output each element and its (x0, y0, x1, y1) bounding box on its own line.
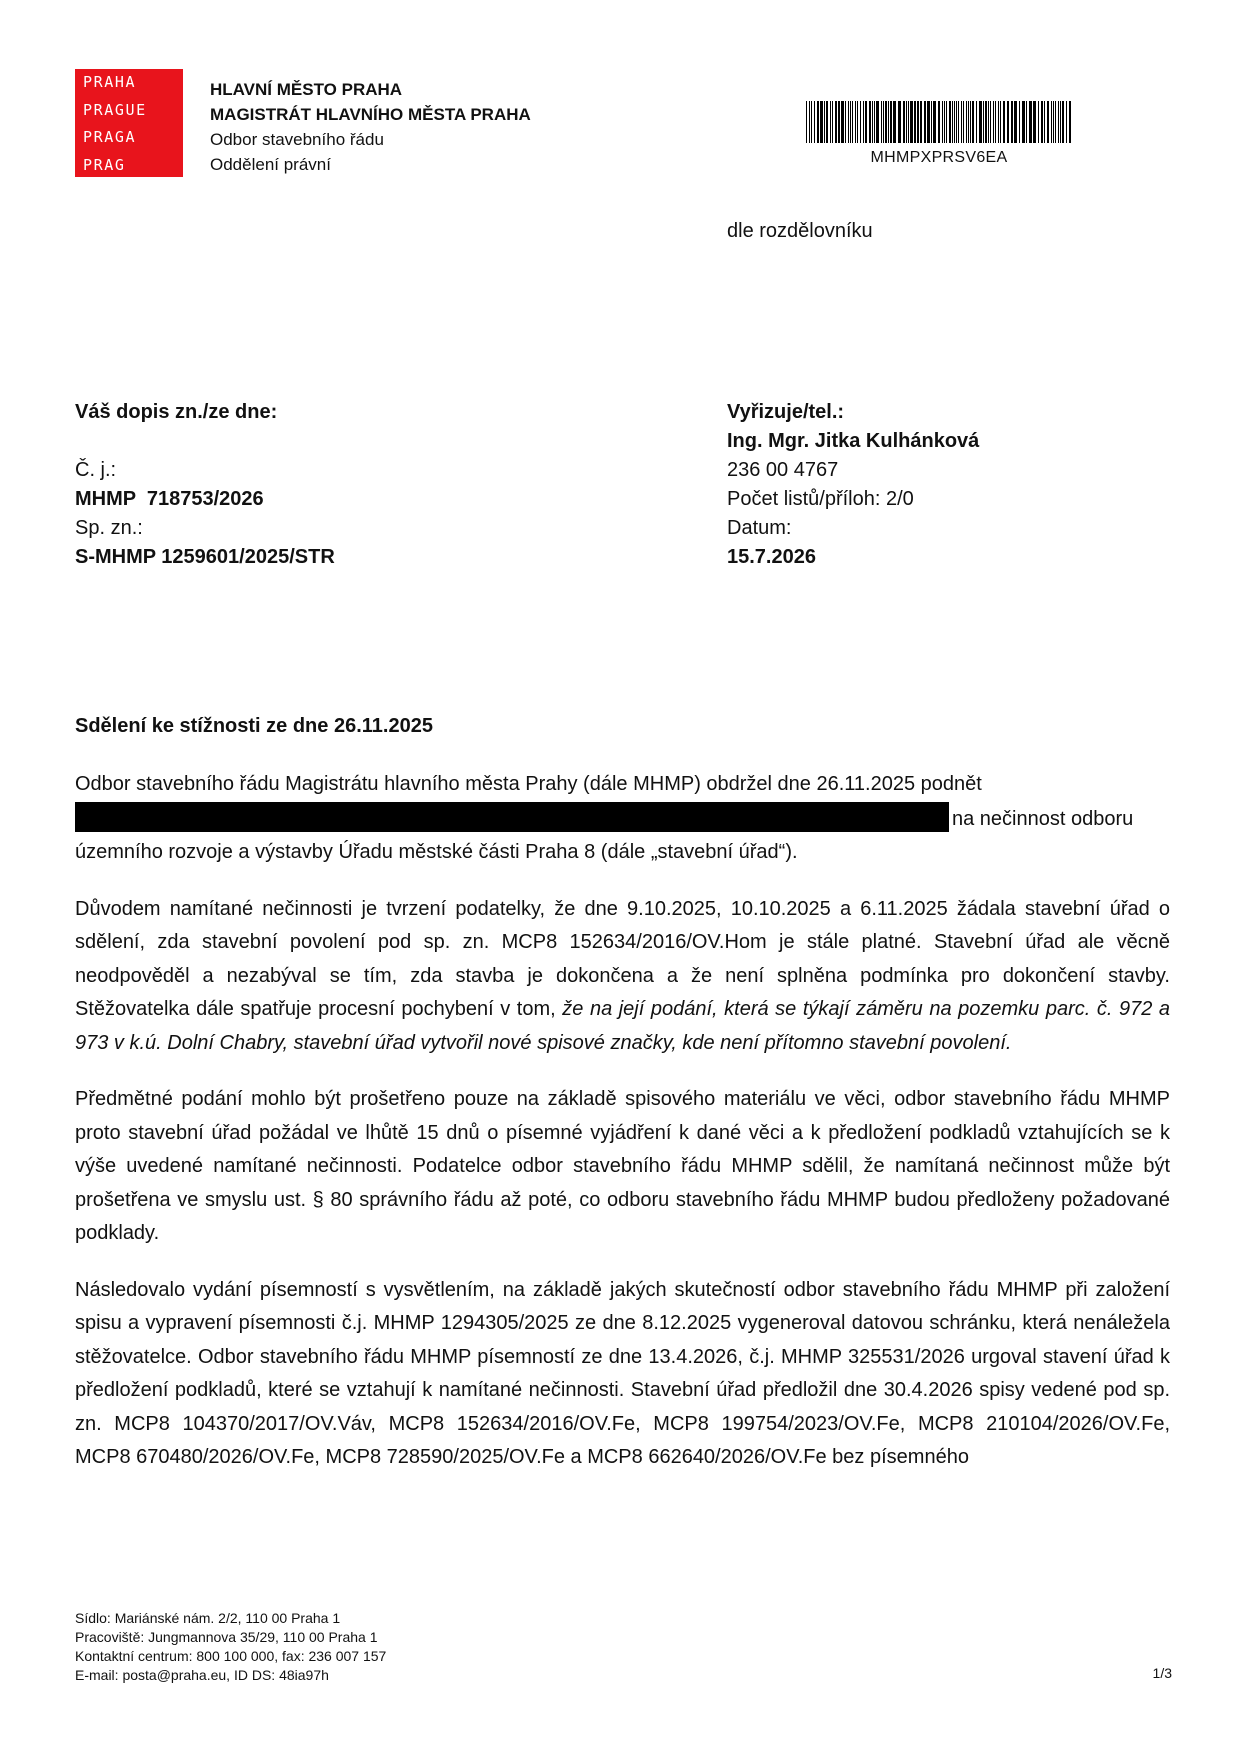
barcode-bar (990, 101, 991, 143)
barcode-bar (1058, 101, 1059, 143)
barcode-bar (888, 101, 889, 143)
barcode-bar (1026, 101, 1027, 143)
barcode-bar (927, 101, 930, 143)
p1-line1: Odbor stavebního řádu Magistrátu hlavního města Prahy (dále MHMP) obdržel dne 26.11.2025 podnět (75, 773, 982, 795)
barcode-bar (855, 101, 856, 143)
barcode-bar (850, 101, 851, 143)
barcode-bar (920, 101, 922, 143)
barcode-bar (1011, 101, 1013, 143)
footer-seat: Sídlo: Mariánské nám. 2/2, 110 00 Praha 1 (75, 1610, 341, 1626)
barcode-bar (903, 101, 905, 143)
barcode-bar (1051, 101, 1052, 143)
barcode-bar (993, 101, 994, 143)
barcode-bar (1066, 101, 1067, 143)
handler-name: Ing. Mgr. Jitka Kulhánková (727, 430, 980, 452)
logo-row-praha: PRAHA (83, 73, 137, 91)
barcode-bar (970, 101, 971, 143)
barcode-bar (979, 101, 982, 143)
footer-contacts (75, 1609, 386, 1685)
barcode (806, 101, 1072, 167)
letterhead-magistrate: MAGISTRÁT HLAVNÍHO MĚSTA PRAHA (210, 105, 531, 124)
barcode-bar (1062, 101, 1064, 143)
barcode-bar (988, 101, 989, 143)
page-count: Počet listů/příloh: 2/0 (727, 488, 914, 510)
logo-row-prag: PRAG (83, 155, 126, 174)
cj-value: MHMP 718753/2026 (75, 488, 264, 510)
barcode-bar (968, 101, 969, 143)
paragraph-2 (75, 893, 1170, 1061)
barcode-bar (998, 101, 999, 143)
footer-email: E-mail: posta@praha.eu, ID DS: 48ia97h (75, 1667, 329, 1683)
handler-label: Vyřizuje/tel.: (727, 401, 845, 423)
barcode-bar (820, 101, 823, 143)
barcode-bar (874, 101, 875, 143)
barcode-bar (963, 101, 964, 143)
barcode-bar (983, 101, 984, 143)
barcode-bar (908, 101, 909, 143)
barcode-bar (944, 101, 945, 143)
barcode-bar (857, 101, 858, 143)
barcode-bar (1055, 101, 1056, 143)
barcode-bar (1053, 101, 1054, 143)
barcode-bar (1033, 101, 1036, 143)
redaction-bar (75, 802, 949, 832)
barcode-bar (1022, 101, 1025, 143)
barcode-bar (841, 101, 844, 143)
letter-body (75, 768, 1170, 1498)
subject-heading: Sdělení ke stížnosti ze dne 26.11.2025 (75, 715, 433, 737)
barcode-bar (830, 101, 831, 143)
barcode-bar (1000, 101, 1001, 143)
spzn-label: Sp. zn.: (75, 517, 143, 539)
barcode-bar (852, 101, 853, 143)
barcode-bar (845, 101, 846, 143)
barcode-bar (898, 101, 901, 143)
barcode-bar (814, 101, 815, 143)
barcode-bar (1003, 101, 1005, 143)
barcode-bar (933, 101, 936, 143)
footer-office: Pracoviště: Jungmannova 35/29, 110 00 Praha 1 (75, 1629, 378, 1645)
barcode-bar (1047, 101, 1049, 143)
barcode-bar (966, 101, 967, 143)
barcode-bar (1044, 101, 1045, 143)
barcode-bar (931, 101, 932, 143)
barcode-bar (938, 101, 940, 143)
barcode-bar (806, 101, 807, 143)
barcode-bar (860, 101, 861, 143)
handler-block (727, 398, 979, 572)
page-number: 1/3 (1152, 1665, 1172, 1681)
recipient: dle rozdělovníku (727, 220, 873, 242)
barcode-bar (1060, 101, 1061, 143)
letterhead (210, 77, 531, 177)
barcode-bar (910, 101, 913, 143)
barcode-bar (942, 101, 943, 143)
barcode-bar (876, 101, 879, 143)
barcode-bar (809, 101, 810, 143)
barcode-bar (824, 101, 825, 143)
barcode-bar (893, 101, 896, 143)
praha-logo (75, 69, 183, 177)
barcode-bar (1041, 101, 1043, 143)
spzn-value: S-MHMP 1259601/2025/STR (75, 546, 335, 568)
barcode-bar (832, 101, 833, 143)
barcode-bar (995, 101, 996, 143)
p1-rest: územního rozvoje a výstavby Úřadu městské části Praha 8 (dále „stavební úřad“). (75, 841, 798, 863)
barcode-bar (1019, 101, 1020, 143)
barcode-bar (890, 101, 892, 143)
barcode-bar (1007, 101, 1009, 143)
barcode-bar (972, 101, 974, 143)
letterhead-city: HLAVNÍ MĚSTO PRAHA (210, 80, 403, 99)
barcode-bar (1029, 101, 1032, 143)
barcode-bar (1069, 101, 1071, 143)
barcode-bar (817, 101, 819, 143)
barcode-bar (872, 101, 873, 143)
footer-contact-center: Kontaktní centrum: 800 100 000, fax: 236 007 157 (75, 1648, 387, 1664)
your-letter-label: Váš dopis zn./ze dne: (75, 401, 278, 423)
barcode-bar (952, 101, 953, 143)
barcode-bar (949, 101, 951, 143)
barcode-bar (869, 101, 871, 143)
barcode-image (806, 101, 1072, 143)
barcode-bar (883, 101, 884, 143)
barcode-bar (985, 101, 987, 143)
p1-after-redaction: na nečinnost odboru (952, 807, 1134, 830)
barcode-bar (917, 101, 919, 143)
letterhead-section: Oddělení právní (210, 155, 331, 174)
barcode-bar (838, 101, 840, 143)
barcode-bar (1038, 101, 1039, 143)
barcode-bar (914, 101, 916, 143)
paragraph-1 (75, 768, 1170, 870)
barcode-bar (976, 101, 977, 143)
barcode-bar (956, 101, 957, 143)
letterhead-department: Odbor stavebního řádu (210, 130, 384, 149)
paragraph-3: Předmětné podání mohlo být prošetřeno pouze na základě spisového materiálu ve věci, odbor stavebního řádu MHMP proto stavební úřad požádal ve lhůtě 15 dnů o písemné vyjádření k dané věci a k předložení podkladů vztahujících se k výše uvedené namítané nečinnosti. Podatelce odbor stavebního řádu MHMP sdělil, že namítaná nečinnost může být prošetřena ve smyslu ust. § 80 správního řádu až poté, co odboru stavebního řádu MHMP budou předloženy požadované podklady. (75, 1088, 1170, 1244)
barcode-bar (958, 101, 959, 143)
date-value: 15.7.2026 (727, 546, 816, 568)
p2-quote: že na její podání, která se týkají záměru na pozemku parc. č. 972 a 973 v k.ú. Dolní Chabry, stavební úřad vytvořil nové spisové značky, kde není přítomno stavební povolení. (75, 998, 1171, 1054)
date-label: Datum: (727, 517, 792, 539)
p2-text: Důvodem namítané nečinnosti je tvrzení podatelky, že dne 9.10.2025, 10.10.2025 a 6.11.2025 žádala stavební úřad o sdělení, zda stavební povolení pod sp. zn. MCP8 152634/2016/OV.Hom je stále platné. Stavební úřad ale věcně neodpověděl a nezabýval se tím, zda stavba je dokončena a že není splněna podmínka pro dokončení stavby. Stěžovatelka dále spatřuje procesní pochybení v tom, (75, 897, 1170, 1020)
paragraph-4: Následovalo vydání písemností s vysvětlením, na základě jakých skutečností odbor stavebního řádu MHMP při založení spisu a vypravení písemnosti č.j. MHMP 1294305/2025 ze dne 8.12.2025 vygeneroval datovou schránku, která nenáležela stěžovatelce. Odbor stavebního řádu MHMP písemností ze dne 13.4.2026, č.j. MHMP 325531/2026 urgoval stavení úřad k předložení podkladů, které se vztahují k namítané nečinnosti. Stavební úřad předložil dne 30.4.2026 spisy vedené pod sp. zn. MCP8 104370/2017/OV.Váv, MCP8 152634/2016/OV.Fe, MCP8 199754/2023/OV.Fe, MCP8 210104/2026/OV.Fe, MCP8 670480/2026/OV.Fe, MCP8 728590/2025/OV.Fe a MCP8 662640/2026/OV.Fe bez písemného (75, 1278, 1170, 1468)
handler-phone: 236 00 4767 (727, 459, 839, 481)
barcode-bar (1014, 101, 1017, 143)
barcode-bar (946, 101, 947, 143)
logo-row-prague: PRAGUE (83, 100, 147, 119)
barcode-bar (826, 101, 828, 143)
barcode-bar (863, 101, 864, 143)
barcode-bar (835, 101, 837, 143)
barcode-bar (865, 101, 867, 143)
barcode-bar (811, 101, 812, 143)
barcode-bar (961, 101, 962, 143)
barcode-bar (924, 101, 926, 143)
barcode-bar (954, 101, 955, 143)
logo-row-praga: PRAGA (83, 128, 137, 147)
cj-label: Č. j.: (75, 459, 117, 481)
barcode-bar (881, 101, 882, 143)
barcode-code: MHMPXPRSV6EA (870, 149, 1008, 166)
barcode-bar (906, 101, 907, 143)
reference-block (75, 398, 335, 572)
barcode-bar (848, 101, 849, 143)
barcode-bar (885, 101, 887, 143)
